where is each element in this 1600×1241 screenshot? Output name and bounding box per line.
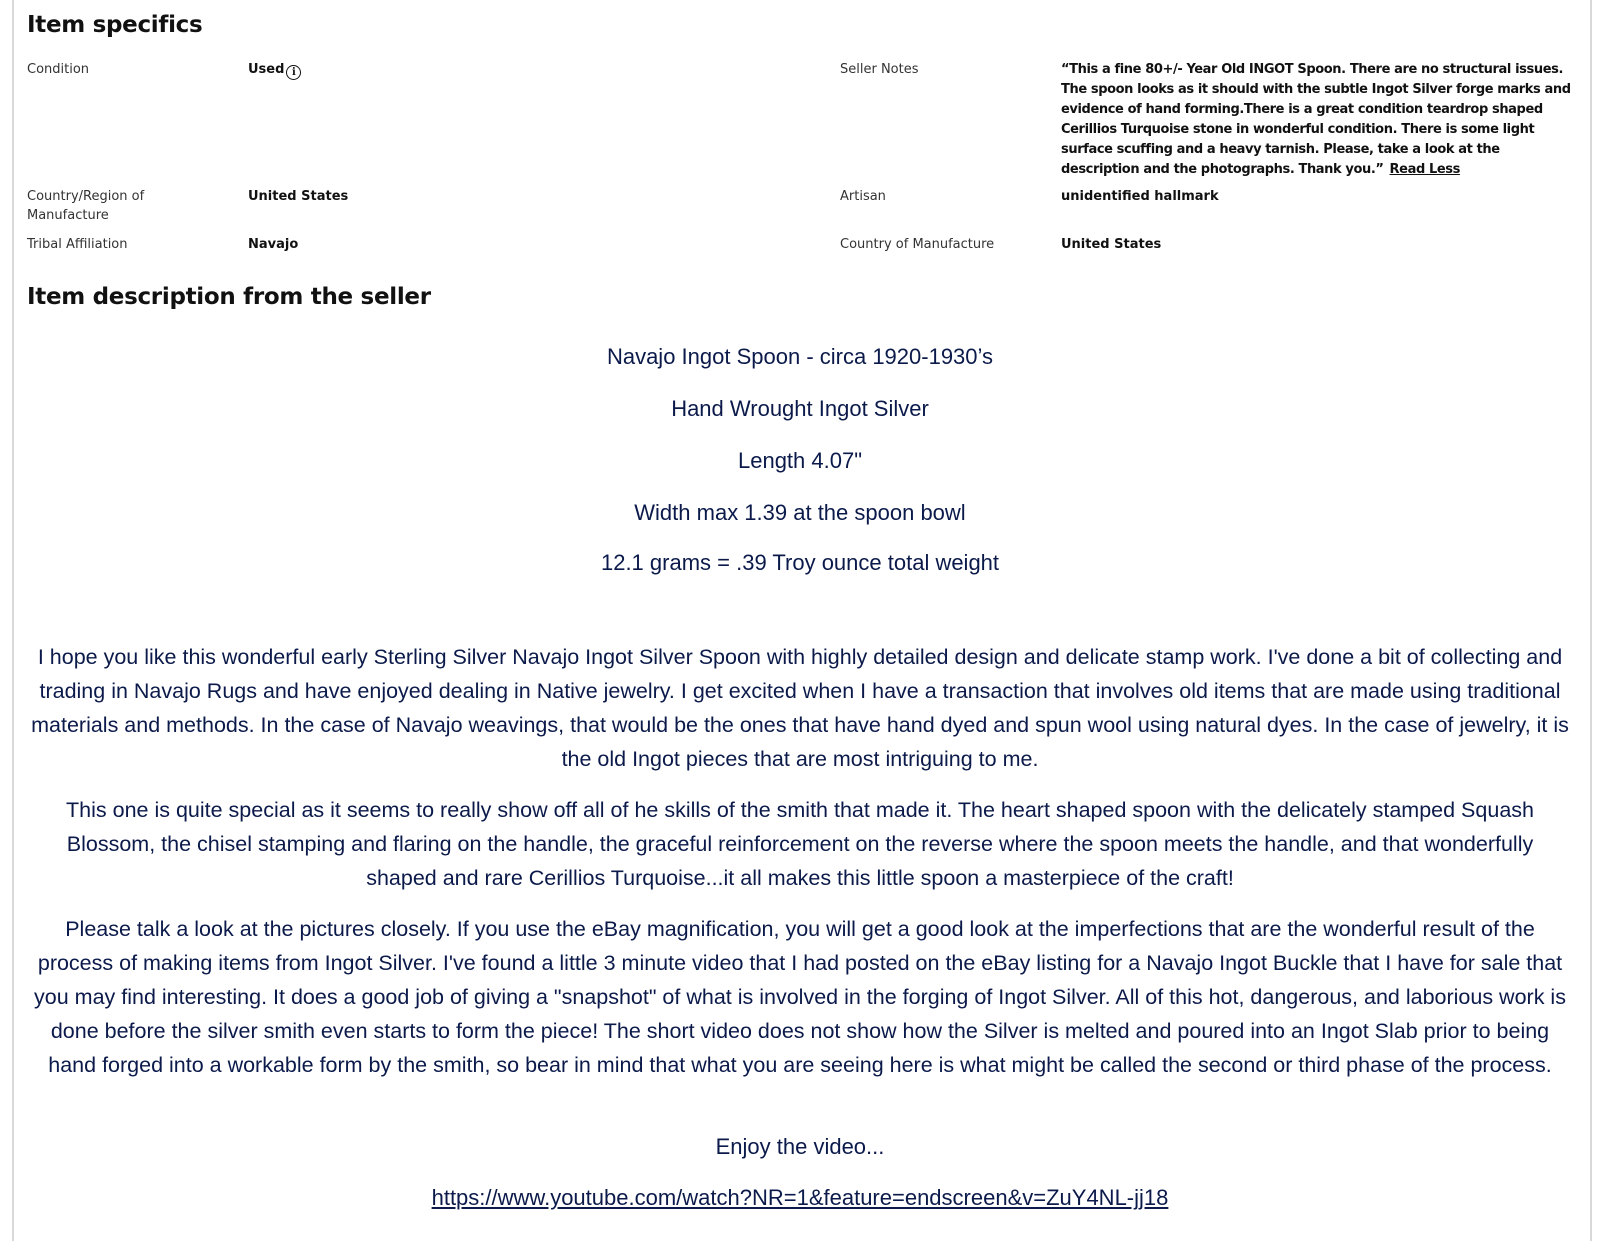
item-specifics-heading: Item specifics xyxy=(27,12,203,38)
description-paragraph: Please talk a look at the pictures closely. If you use the eBay magnification, you will get a good look at the imperfections that are the wonderful result of the process of making items from Ingot Silver. I've found a little 3 minute video that I had posted on the eBay listing for a Navajo Ingot Buckle that I have for sale that you may find interesting. It does a good job of giving a "snapshot" of what is involved in the forging of Ingot Silver. All of this hot, dangerous, and laborious work is done before the silver smith even starts to form the piece! The short video does not show how the Silver is melted and poured into an Ingot Slab prior to being hand forged into a workable form by the smith, so bear in mind that what you are seeing here is what might be called the second or third phase of the process. xyxy=(34,917,1566,1077)
info-icon[interactable]: i xyxy=(286,65,301,80)
description-paragraph: This one is quite special as it seems to really show off all of he skills of the smith that made it. The heart shaped spoon with the delicately stamped Squash Blossom, the chisel stamping and flaring on the handle, the graceful reinforcement on the reverse where the spoon meets the handle, and that wonderfully shaped and rare Cerillios Turquoise...it all makes this little spoon a masterpiece of the craft! xyxy=(66,798,1534,890)
artisan-value: unidentified hallmark xyxy=(1061,189,1219,204)
read-less-link[interactable]: Read Less xyxy=(1389,162,1460,177)
condition-value xyxy=(248,60,301,80)
seller-notes-text: “This a fine 80+/- Year Old INGOT Spoon. There are no structural issues. The spoon looks as it should with the subtle Ingot Silver forge marks and evidence of hand forming.There is a great condition teardrop shaped Cerillios Turquoise stone in wonderful condition. There is some light surface scuffing and a heavy tarnish. Please, take a look at the description and the photographs. Thank you.” xyxy=(1061,62,1571,177)
country-region-value: United States xyxy=(248,189,349,204)
summary-line: 12.1 grams = .39 Troy ounce total weight xyxy=(600,550,1000,575)
condition-value-text: Used xyxy=(248,62,285,77)
summary-line: Navajo Ingot Spoon - circa 1920-1930’s xyxy=(606,344,994,369)
video-link-container xyxy=(0,1185,1600,1211)
country-of-manufacture-value: United States xyxy=(1061,237,1162,252)
video-link[interactable]: https://www.youtube.com/watch?NR=1&feature=endscreen&v=ZuY4NL-jj18 xyxy=(431,1185,1169,1210)
tribal-affiliation-value: Navajo xyxy=(248,237,299,252)
summary-line: Length 4.07" xyxy=(737,448,863,473)
seller-notes-value xyxy=(1061,60,1571,180)
item-description-heading: Item description from the seller xyxy=(27,284,431,310)
country-region-label: Country/Region of Manufacture xyxy=(27,189,145,223)
condition-label: Condition xyxy=(27,62,90,77)
enjoy-video-text: Enjoy the video... xyxy=(715,1134,885,1159)
seller-notes-label: Seller Notes xyxy=(840,62,919,77)
country-of-manufacture-label: Country of Manufacture xyxy=(840,237,995,252)
tribal-affiliation-label: Tribal Affiliation xyxy=(27,237,128,252)
summary-line: Width max 1.39 at the spoon bowl xyxy=(634,500,966,525)
description-paragraph: I hope you like this wonderful early Sterling Silver Navajo Ingot Silver Spoon with highly detailed design and delicate stamp work. I've done a bit of collecting and trading in Navajo Rugs and have enjoyed dealing in Native jewelry. I get excited when I have a transaction that involves old items that are made using traditional materials and methods. In the case of Navajo weavings, that would be the ones that have hand dyed and spun wool using natural dyes. In the case of jewelry, it is the old Ingot pieces that are most intriguing to me. xyxy=(31,645,1569,771)
summary-line: Hand Wrought Ingot Silver xyxy=(671,396,929,421)
artisan-label: Artisan xyxy=(840,189,886,204)
